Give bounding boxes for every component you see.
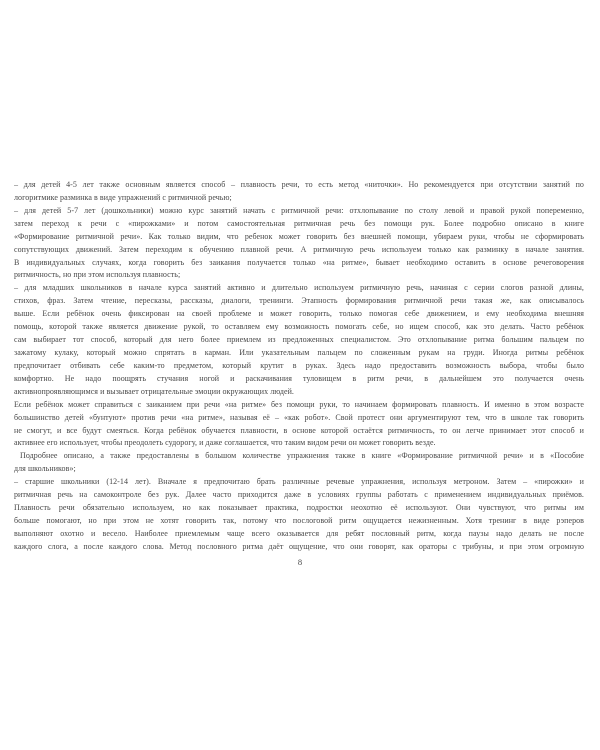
text-line: ритмичная речь на самоконтроле без рук. Далее часто приходится даже в условиях группы работать с применением индивидуальных приёмов. [14, 490, 584, 500]
text-line: большинство детей «бунтуют» против речи «на ритме», называя её – «как робот». Свой протест они аргументируют тем, что в школе так говорить [14, 412, 584, 422]
text-line: Плавность речи обязательно используем, но как показывает практика, подростки неохотно её используют. Они чувствуют, что ритмы им [14, 503, 584, 513]
text-line: сам выбирает тот способ, который для него более приемлем из предложенных специалистом. Это отхлопывание ритма большим пальцем по [14, 335, 584, 345]
text-line: стихов, фраз. Затем чтение, пересказы, рассказы, диалоги, тренинги. Этапность формирования ритмичной речи такая же, как описывалось [14, 296, 584, 306]
text-line: Подробнее описано, а также предоставлены в большом количестве упражнения также в книге «Формирование ритмичной речи» и в «Пособие [20, 451, 584, 461]
text-line: активнее его использует, чтобы преодолеть судорогу, и даже соглашается, что таким видом речи он может говорить везде. [14, 438, 436, 448]
text-line: – для младших школьников в начале курса занятий активно и длительно используем ритмичную речь, начиная с серии слогов разной длины, [14, 283, 584, 293]
text-line: логоритмике разминка в виде упражнений с ритмичной речью; [14, 192, 232, 202]
text-line: ритмичность, но при этом используя плавность; [14, 270, 181, 280]
text-line: не смогут, и все будут смеяться. Когда ребёнок обучается плавности, в основе которой остаётся ритмичность, то он легче принимает этот способ и [14, 425, 584, 435]
text-line: зажатому кулаку, который можно спрятать в карман. Или указательным пальцем по сложенным рукам на груди. Иногда ритмы ребёнок [14, 347, 584, 357]
text-line: – старшие школьники (12-14 лет). Вначале я предпочитаю брать различные речевые упражнения, используя метроном. Затем – «пирожки» и [14, 477, 584, 487]
text-line: больше помогают, но при этом не хотят говорить так, потому что послоговой ритм ощущается нежизненным. Хотя тренинг в виде рэперов [14, 515, 584, 525]
text-line: выше. Если ребёнок очень фиксирован на своей проблеме и может говорить, только помогая себе движением, и ему необходима внешняя [14, 309, 584, 319]
text-line: активнопроявляющимся и вызывает отрицательные эмоции окружающих людей. [14, 386, 294, 396]
text-line: предпочитает отбивать себе каким-то предметом, который крутит в руках. Здесь надо предоставить возможность выбора, чтобы было [14, 360, 584, 370]
text-line: – для детей 4-5 лет также основным является способ – плавность речи, то есть метод «ниточки». Но рекомендуется при отсутствии занятий по [14, 180, 584, 189]
text-line: каждого слога, а после каждого слова. Метод пословного ритма даёт ощущение, что они говорят, как ораторы с трибуны, и при этом огромную [14, 541, 584, 551]
text-line: выполняют охотно и весело. Наиболее приемлемым чаще всего оказывается для ребят пословный ритм, когда паузы надо делать не после [14, 528, 584, 538]
text-line: для школьников»; [14, 464, 76, 474]
text-line: затем переход к речи с «пирожками» и потом самостоятельная ритмичная речь без помощи рук. Более подробно описано в книге [14, 218, 584, 228]
page-number: 8 [297, 557, 303, 567]
text-line: Если ребёнок может справиться с заиканием при речи «на ритме» без помощи руки, то начинаем формировать плавность. И именно в этом возрасте [14, 399, 584, 409]
text-line: В индивидуальных случаях, когда говорить без заикания получается только «на ритме», бывает необходимо оставить в основе речеговорения [14, 257, 584, 267]
text-line: помощь, которой также является движение рукой, то оставляем ему возможность помогать себе, но ищем способ, как это делать. Часто ребёнок [14, 322, 584, 332]
page-text-block [14, 179, 584, 554]
text-line: – для детей 5-7 лет (дошкольники) можно курс занятий начать с ритмичной речи: отхлопывание по столу левой и правой рукой попеременно, [14, 205, 584, 215]
text-line: сопутствующих движений. Затем переходим к обучению плавной речи. А ритмичную речь используем только как разминку в начале занятия. [14, 244, 584, 254]
text-line: «Формирование ритмичной речи». Как только видим, что ребенок может говорить без внешней помощи, убираем руки, чтобы не сформировать [14, 231, 584, 241]
text-line: комфортно. Не надо поощрять стучания ногой и раскачивания туловищем в ритм речи, в дальнейшем это получается очень [14, 373, 584, 383]
